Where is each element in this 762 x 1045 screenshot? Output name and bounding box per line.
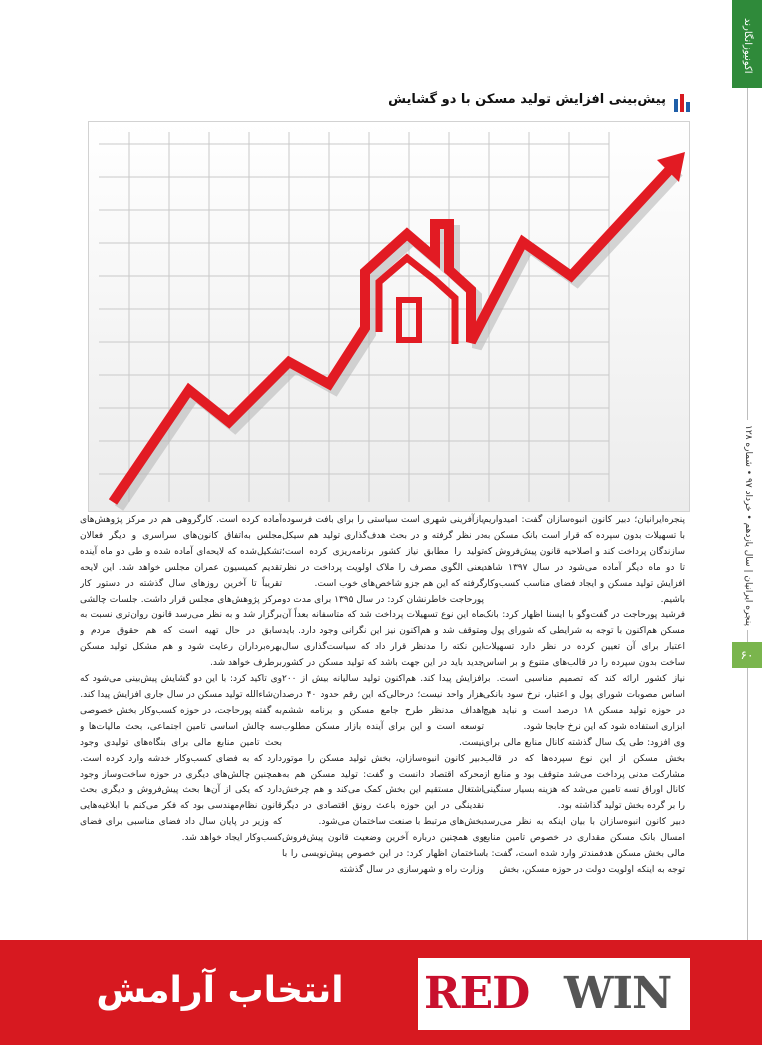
illustration-background xyxy=(89,122,689,511)
logo-red-text: RED xyxy=(424,968,530,1019)
paragraph: وی همچنین درباره آخرین وضعیت قانون پیش‌فروش ساختمان اظهار کرد: در این خصوص پیش‌نویسی را با وزارت راه و شهرسازی در سال گذشته xyxy=(282,833,484,875)
article-headline xyxy=(388,90,690,116)
paragraph: آماده کرده است. کارگروهی هم در مرکز پژوهش‌های مجلس به‌اتفاق کانون‌های سراسری و دیگر فعالان تشکیل‌شده که لایحه‌ای آماده شده و طی دو ماه آینده تقدیم کمیسیون عمران مجلس خواهد شد. این لایحه تقریباً تا آخرین روزهای سال گذشته در دستور کار مرکز پژوهش‌های مجلس قرار داشت. جلسات چالشی برگزار شد و به نظر می‌رسد قانون روان‌تری نسبت به سابق در حال تهیه است که هم حقوق مردم و بهره‌برداران رعایت شود و هم مشکل تولید مسکن برطرف خواهد شد. xyxy=(80,515,282,669)
paragraph: دبیر کانون انبوه‌سازان با بیان اینکه به نظر می‌رسد امسال بانک مسکن مقداری در خصوص تامین منابع مالی بخش مسکن هدفمندتر وارد شده است، گفت: با توجه به اینکه اولویت دولت در حوزه مسکن، بخش xyxy=(483,817,685,875)
paragraph: فرشید پورحاجت در گفت‌وگو با ایسنا اظهار کرد: بانک مسکن هم‌اکنون با توجه به شرایطی که شورای پول و اعتبار برای آن تعیین کرده در نظر دارد تسهیلات ساخت بدون سپرده را در قالب‌های متنوع و بر اساس نیاز کشور ارائه کند که تصمیم مناسبی است. بر اساس مصوبات شورای پول و اعتبار، نرخ سود بانکی در حوزه تولید مسکن ۱۸ درصد است و نباید هیچ ابزاری استفاده شود که این نرخ جابجا شود. xyxy=(483,610,685,732)
logo-win-text: WIN xyxy=(564,968,672,1019)
paragraph: دبیر کانون انبوه‌سازان، بخش تولید مسکن را موتور محرکه اقتصاد دانست و گفت: تولید مسکن هم به اشتغال مستقیم این بخش کمک می‌کند و هم چرخش نقدینگی در این حوزه باعث رونق اقتصادی در دیگر بخش‌های مرتبط با صنعت ساختمان می‌شود. xyxy=(282,753,484,828)
headline-text: پیش‌بینی افزایش تولید مسکن با دو گشایش xyxy=(388,92,666,107)
section-tab xyxy=(732,0,762,88)
article-column-1 xyxy=(483,513,685,933)
page-number: ۶۰ xyxy=(732,642,762,668)
issue-info: پنجره ایرانیان | سال یازدهم • خرداد ۹۷ • شماره ۱۲۸ xyxy=(740,420,756,630)
paragraph: وی افزود: طی یک سال گذشته کانال منابع مالی برای بخش مسکن از این نوع سپرده‌ها که در قالب مشارکت مدنی پرداخت می‌شد متوقف بود و منابع از کانال اوراق تسه تامین می‌شد که هزینه بسیار سنگینی را بر گرده بخش تولید گذاشته بود. xyxy=(483,737,685,812)
ad-banner[interactable] xyxy=(0,940,762,1045)
section-tab-label: اکونیوزانگارند xyxy=(742,18,753,74)
paragraph: بازآفرینی شهری است سیاستی را برای بافت فرسوده در نظر گرفته و در بحث هدف‌گذاری تولید هم سیکل تولید را مطابق نیاز کشور برنامه‌ریزی کرده است؛ یعنی الگوی مصرف را ملاک اولویت پرداخت در نظر گرفته که این هم جزو شاخص‌های خوب است. xyxy=(282,515,484,589)
illustration-svg xyxy=(89,122,689,511)
paragraph: پورحاجت خاطرنشان کرد: در سال ۱۳۹۵ برای مدت دو ماه این نوع تسهیلات پرداخت شد که متاسفانه بعداً آن متوقف شد و هم‌اکنون نیز این نگرانی وجود دارد. باید این نکته را مدنظر قرار داد که سیاست‌گذاری سال جدید باید در این جهت باشد که تولید مسکن در کشور افزایش پیدا کند. هم‌اکنون تولید سالیانه بیش از ۲۰۰ هزار واحد نیست؛ درحالی‌که این رقم حدود ۴۰ درصد اهداف مدنظر طرح جامع مسکن و برنامه ششم توسعه است و این برای آینده بازار مسکن مطلوب نیست. xyxy=(282,594,484,748)
paragraph: وی تاکید کرد: با این دو گشایش پیش‌بینی می‌شود که ان‌شاءالله تولید مسکن در سال جاری افزایش پیدا کند. xyxy=(80,674,282,700)
rising-house-illustration xyxy=(88,121,690,512)
ad-slogan: انتخاب آرامش xyxy=(96,970,344,1011)
bar-chart-icon xyxy=(672,94,690,112)
redwin-logo xyxy=(418,958,690,1030)
paragraph: پنجره‌ایرانیان؛ دبیر کانون انبوه‌سازان گفت: امیدواریم با تسهیلات بدون سپرده که قرار است بانک مسکن به سازندگان پرداخت کند و اصلاحیه قانون پیش‌فروش که تا دو ماه دیگر آماده می‌شود در سال ۱۳۹۷ شاهد افزایش تولید مسکن و ایجاد فضای مناسب کسب‌وکار باشیم. xyxy=(483,515,685,605)
article-column-3 xyxy=(80,513,282,933)
paragraph: به گفته پورحاجت، در حوزه کسب‌وکار بخش خصوصی سه چالش اساسی تامین اجتماعی، بحث مالیات‌ها و بحث تامین منابع مالی برای بنگاه‌های تولیدی وجود دارد که به فضای کسب‌وکار خدشه وارد کرده است. همچنین چالش‌های دیگری در حوزه ساخت‌وساز وجود دارد که یکی از آن‌ها بحث پیش‌فروش و دیگری بحث قانون نظام‌مهندسی بود که فکر می‌کنم با ابلاغیه‌هایی که وزیر در پایان سال داد فضای مناسبی برای فضای کسب‌وکار ایجاد خواهد شد. xyxy=(80,705,282,844)
article-column-2 xyxy=(282,513,484,933)
